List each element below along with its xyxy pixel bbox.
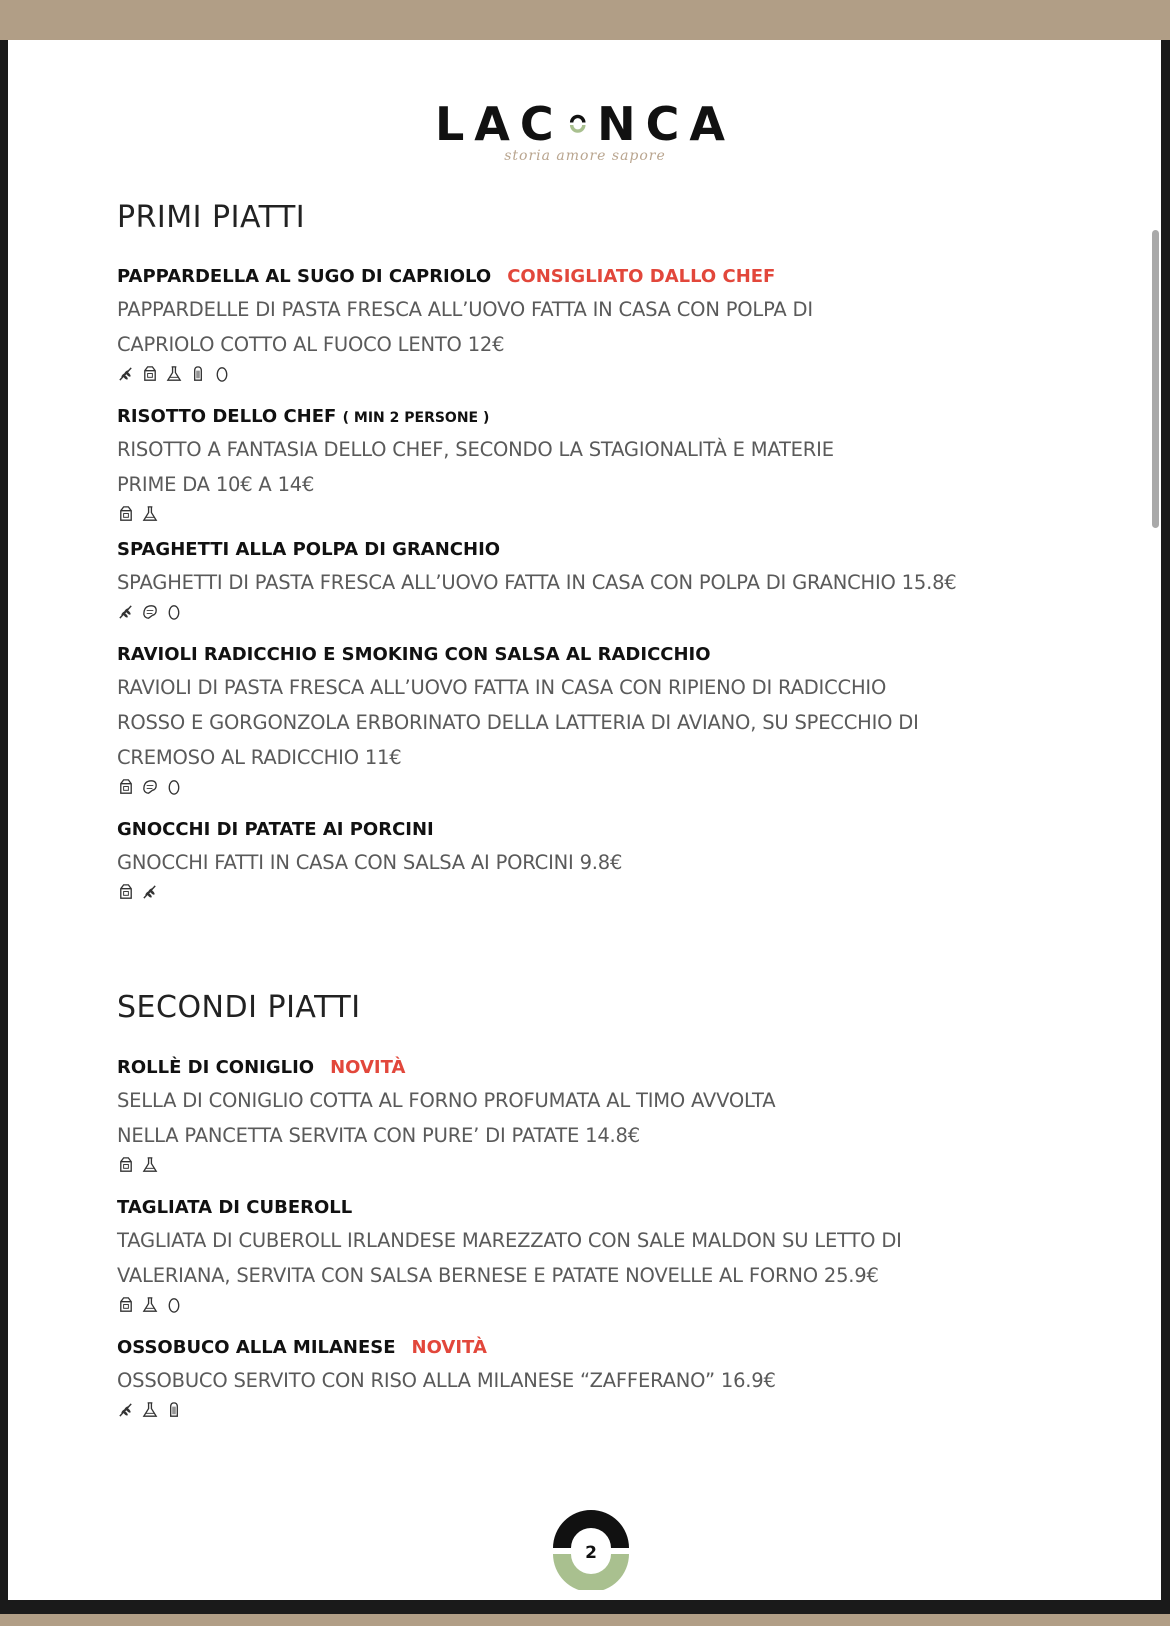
wheat-icon	[141, 883, 159, 901]
dish-name: GNOCCHI DI PATATE AI PORCINI	[117, 819, 434, 840]
dish-name: RAVIOLI RADICCHIO E SMOKING CON SALSA AL RADICCHIO	[117, 644, 711, 665]
celery-icon	[165, 1401, 183, 1419]
milk-icon	[117, 778, 135, 796]
dish-name: ROLLÈ DI CONIGLIO	[117, 1057, 315, 1078]
scrollbar[interactable]	[1152, 230, 1159, 528]
menu-item	[117, 640, 1077, 799]
egg-icon	[165, 1296, 183, 1314]
milk-icon	[141, 365, 159, 383]
flask-icon	[141, 1156, 159, 1174]
allergen-icons	[117, 502, 1077, 526]
section-title: SECONDI PIATTI	[117, 990, 361, 1025]
description-line: SPAGHETTI DI PASTA FRESCA ALL’UOVO FATTA IN CASA CON POLPA DI GRANCHIO 15.8€	[117, 571, 957, 594]
logo-o-icon	[568, 105, 587, 143]
menu-item	[117, 262, 1077, 386]
dish-description	[117, 1223, 1077, 1293]
dish-name: PAPPARDELLA AL SUGO DI CAPRIOLO	[117, 266, 492, 287]
dish-description	[117, 1083, 1077, 1153]
egg-icon	[165, 603, 183, 621]
top-bar	[0, 0, 1170, 40]
wheat-icon	[117, 365, 135, 383]
description-line: RAVIOLI DI PASTA FRESCA ALL’UOVO FATTA IN CASA CON RIPIENO DI RADICCHIO	[117, 676, 887, 699]
dish-name: OSSOBUCO ALLA MILANESE	[117, 1337, 396, 1358]
allergen-icons	[117, 775, 1077, 799]
dish-description	[117, 432, 1077, 502]
crustacean-icon	[141, 778, 159, 796]
logo-text-left: LAC	[435, 97, 564, 151]
section-title: PRIMI PIATTI	[117, 200, 306, 235]
menu-item	[117, 1053, 1077, 1177]
description-line: CAPRIOLO COTTO AL FUOCO LENTO 12€	[117, 333, 505, 356]
dish-badge: CONSIGLIATO DALLO CHEF	[507, 266, 776, 287]
description-line: PRIME DA 10€ A 14€	[117, 473, 315, 496]
flask-icon	[141, 505, 159, 523]
description-line: CREMOSO AL RADICCHIO 11€	[117, 746, 402, 769]
dish-badge: NOVITÀ	[330, 1057, 406, 1078]
wheat-icon	[117, 1401, 135, 1419]
milk-icon	[117, 505, 135, 523]
dish-name: RISOTTO DELLO CHEF	[117, 406, 337, 427]
menu-item	[117, 1193, 1077, 1317]
dish-description	[117, 1363, 1077, 1398]
menu-item	[117, 535, 1077, 624]
allergen-icons	[117, 1153, 1077, 1177]
dish-name: SPAGHETTI ALLA POLPA DI GRANCHIO	[117, 539, 501, 560]
dish-description	[117, 845, 1077, 880]
dish-description	[117, 292, 1077, 362]
logo-tagline: storia amore sapore	[504, 148, 666, 164]
description-line: ROSSO E GORGONZOLA ERBORINATO DELLA LATTERIA DI AVIANO, SU SPECCHIO DI	[117, 711, 919, 734]
egg-icon	[165, 778, 183, 796]
egg-icon	[213, 365, 231, 383]
flask-icon	[141, 1296, 159, 1314]
wheat-icon	[117, 603, 135, 621]
allergen-icons	[117, 1293, 1077, 1317]
description-line: RISOTTO A FANTASIA DELLO CHEF, SECONDO LA STAGIONALITÀ E MATERIE	[117, 438, 834, 461]
celery-icon	[189, 365, 207, 383]
milk-icon	[117, 883, 135, 901]
dish-description	[117, 565, 1077, 600]
flask-icon	[141, 1401, 159, 1419]
menu-item	[117, 1333, 1077, 1422]
milk-icon	[117, 1296, 135, 1314]
logo-text-right: NCA	[597, 97, 735, 151]
dish-badge: NOVITÀ	[411, 1337, 487, 1358]
description-line: TAGLIATA DI CUBEROLL IRLANDESE MAREZZATO CON SALE MALDON SU LETTO DI	[117, 1229, 902, 1252]
description-line: OSSOBUCO SERVITO CON RISO ALLA MILANESE “ZAFFERANO” 16.9€	[117, 1369, 776, 1392]
menu-item	[117, 815, 1077, 904]
allergen-icons	[117, 362, 1077, 386]
allergen-icons	[117, 600, 1077, 624]
bottom-bar	[0, 1614, 1170, 1626]
menu-item	[117, 402, 1077, 526]
description-line: SELLA DI CONIGLIO COTTA AL FORNO PROFUMATA AL TIMO AVVOLTA	[117, 1089, 776, 1112]
description-line: GNOCCHI FATTI IN CASA CON SALSA AI PORCINI 9.8€	[117, 851, 623, 874]
dish-note: ( MIN 2 PERSONE )	[342, 410, 490, 426]
milk-icon	[117, 1156, 135, 1174]
page-number: 2	[585, 1543, 597, 1563]
description-line: PAPPARDELLE DI PASTA FRESCA ALL’UOVO FATTA IN CASA CON POLPA DI	[117, 298, 813, 321]
description-line: VALERIANA, SERVITA CON SALSA BERNESE E PATATE NOVELLE AL FORNO 25.9€	[117, 1264, 879, 1287]
dish-description	[117, 670, 1077, 775]
logo	[435, 96, 735, 164]
dish-name: TAGLIATA DI CUBEROLL	[117, 1197, 353, 1218]
allergen-icons	[117, 1398, 1077, 1422]
flask-icon	[165, 365, 183, 383]
page-number-badge	[551, 1510, 631, 1590]
allergen-icons	[117, 880, 1077, 904]
description-line: NELLA PANCETTA SERVITA CON PURE’ DI PATATE 14.8€	[117, 1124, 640, 1147]
crustacean-icon	[141, 603, 159, 621]
